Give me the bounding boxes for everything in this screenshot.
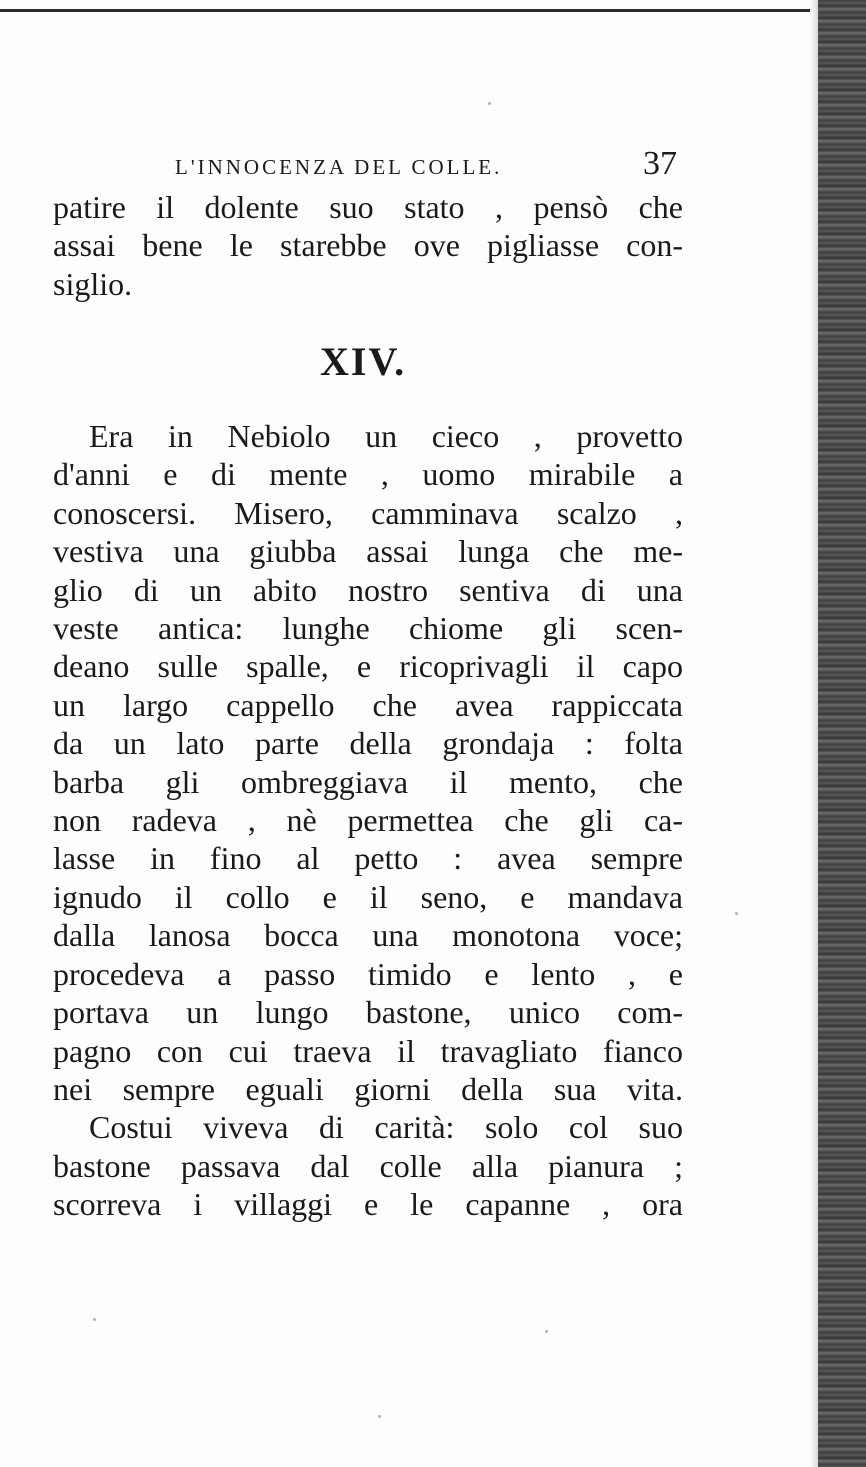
text-line: vestiva una giubba assai lunga che me-	[53, 533, 683, 570]
text-line: siglio.	[53, 265, 133, 302]
section-heading: XIV.	[320, 339, 407, 384]
text-line: veste antica: lunghe chiome gli scen-	[53, 610, 683, 647]
text-line: lasse in fino al petto : avea sempre	[53, 840, 683, 877]
text-line: bastone passava dal colle alla pianura ;	[53, 1147, 683, 1184]
text-line: glio di un abito nostro sentiva di una	[53, 571, 683, 608]
text-line: un largo cappello che avea rappiccata	[53, 686, 683, 723]
top-rule	[0, 9, 810, 12]
text-line: conoscersi. Misero, camminava scalzo ,	[53, 494, 683, 531]
paper-speck	[735, 912, 738, 915]
spine-shadow	[810, 0, 818, 1467]
text-line: scorreva i villaggi e le capanne , ora	[53, 1186, 683, 1223]
paper-speck	[93, 1318, 96, 1321]
text-line: ignudo il collo e il seno, e mandava	[53, 878, 683, 915]
text-line: dalla lanosa bocca una monotona voce;	[53, 917, 683, 954]
text-line: portava un lungo bastone, unico com-	[53, 994, 683, 1031]
text-line: procedeva a passo timido e lento , e	[53, 955, 683, 992]
text-line: deano sulle spalle, e ricoprivagli il capo	[53, 648, 683, 685]
continuation-paragraph	[53, 188, 683, 303]
text-line: Era in Nebiolo un cieco , provetto	[89, 418, 683, 454]
running-head: L'INNOCENZA DEL COLLE.	[175, 155, 503, 179]
page-number: 37	[643, 145, 677, 182]
text-line: barba gli ombreggiava il mento, che	[53, 763, 683, 800]
book-spine-edge	[818, 0, 866, 1467]
text-line: non radeva , nè permettea che gli ca-	[53, 802, 683, 839]
paper-speck	[378, 1415, 381, 1418]
text-line: patire il dolente suo stato , pensò che	[53, 189, 683, 225]
text-line: nei sempre eguali giorni della sua vita.	[53, 1070, 683, 1107]
paper-speck	[545, 1330, 548, 1333]
text-line: da un lato parte della grondaja : folta	[53, 725, 683, 762]
paper-speck	[488, 102, 491, 105]
text-line: assai bene le starebbe ove pigliasse con-	[53, 227, 683, 264]
body-text	[53, 417, 683, 1224]
text-line: pagno con cui traeva il travagliato fianco	[53, 1032, 683, 1069]
text-line: Costui viveva di carità: solo col suo	[89, 1109, 683, 1146]
text-line: d'anni e di mente , uomo mirabile a	[53, 456, 683, 493]
